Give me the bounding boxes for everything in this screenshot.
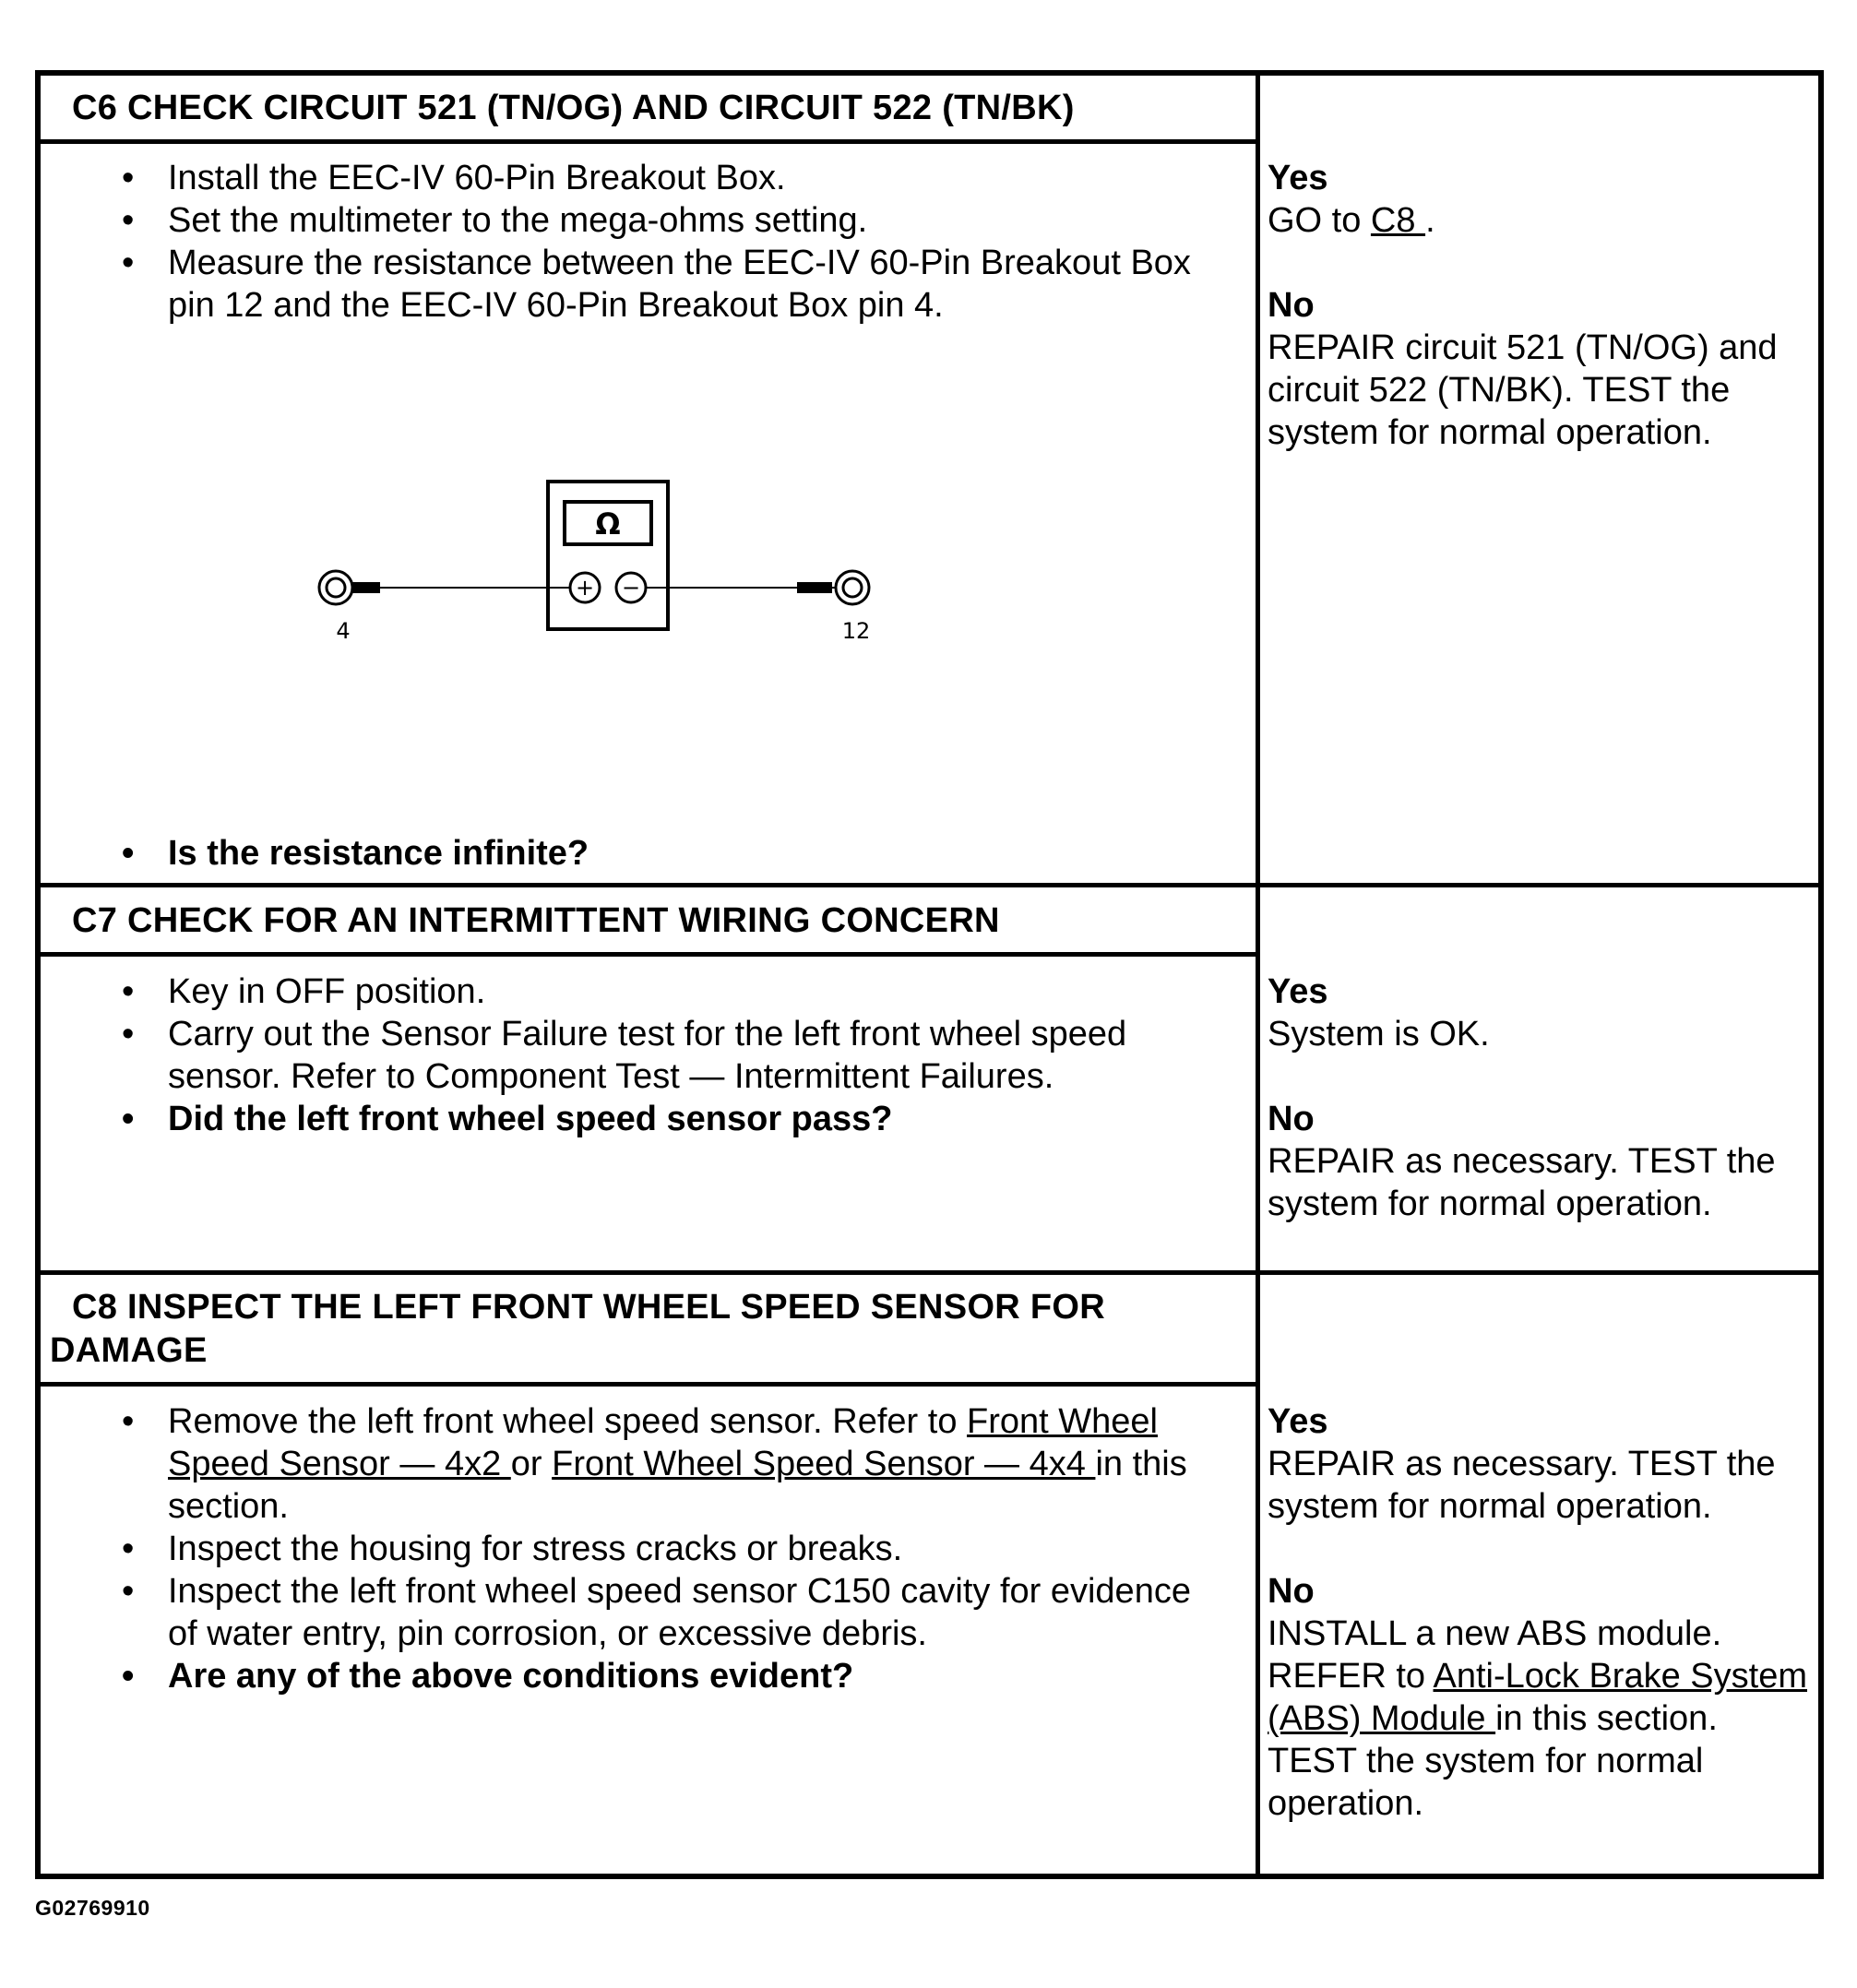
abs-module-link[interactable]: Anti-Lock Brake System (ABS) Module	[1268, 1657, 1807, 1738]
c6-steps	[41, 157, 1256, 327]
ohmmeter-diagram	[317, 454, 908, 712]
c6-no-text: REPAIR circuit 521 (TN/OG) and circuit 522 (TN/BK). TEST the system for normal operation.	[1268, 328, 1778, 452]
c8-step-1-mid: or	[510, 1445, 553, 1483]
c7-answers	[1268, 970, 1812, 1225]
c8-step-1-prefix: Remove the left front wheel speed sensor. Refer to	[168, 1402, 968, 1441]
c6-question-block	[41, 832, 1256, 875]
c8-step-2: • Inspect the housing for stress cracks or breaks.	[41, 1528, 1256, 1570]
front-wheel-sensor-4x2-link[interactable]: Front Wheel Speed Sensor — 4x2	[168, 1402, 1158, 1483]
c8-heading	[41, 1286, 1256, 1373]
c6-yes-text	[1268, 199, 1812, 242]
pin-4-label: 4	[336, 618, 351, 644]
c6-no-label: No	[1268, 286, 1315, 325]
c6-heading-rule	[41, 139, 1256, 144]
c8-heading-line-1: C8 INSPECT THE LEFT FRONT WHEEL SPEED SENSOR FOR	[72, 1288, 1106, 1327]
c7-steps	[41, 970, 1256, 1140]
minus-sign: −	[621, 575, 641, 601]
c6-yes-prefix: GO to	[1268, 201, 1371, 240]
c7-question: • Did the left front wheel speed sensor pass?	[41, 1098, 1256, 1140]
pin-4-jack-inner	[327, 578, 345, 597]
c6-answers	[1268, 157, 1812, 454]
c8-yes-text: REPAIR as necessary. TEST the system for normal operation.	[1268, 1445, 1776, 1526]
c6-step-1: • Install the EEC-IV 60-Pin Breakout Box.	[41, 157, 1256, 199]
c8-question: • Are any of the above conditions evident?	[41, 1655, 1256, 1697]
c8-heading-line-2: DAMAGE	[50, 1331, 208, 1370]
c8-no-text	[1268, 1613, 1812, 1825]
c6-yes-suffix: .	[1425, 201, 1435, 240]
c7-heading-rule	[41, 952, 1256, 957]
diagnostic-table	[35, 70, 1824, 1879]
c8-yes-label: Yes	[1268, 1402, 1328, 1441]
plus-sign: +	[575, 575, 595, 601]
c7-yes-label: Yes	[1268, 972, 1328, 1011]
c8-heading-rule	[41, 1382, 1256, 1387]
ohm-symbol: Ω	[595, 506, 621, 542]
c7-step-1: • Key in OFF position.	[41, 970, 1256, 1013]
c6-c7-rule	[41, 883, 1818, 887]
c6-step-3: • Measure the resistance between the EEC-IV 60-Pin Breakout Box pin 12 and the EEC-IV 60-Pin Breakout Box pin 4.	[41, 242, 1256, 327]
c7-heading: C7 CHECK FOR AN INTERMITTENT WIRING CONCERN	[72, 901, 1000, 940]
c6-heading: C6 CHECK CIRCUIT 521 (TN/OG) AND CIRCUIT 522 (TN/BK)	[72, 89, 1075, 127]
c7-no-text: REPAIR as necessary. TEST the system for normal operation.	[1268, 1142, 1776, 1223]
column-divider	[1256, 76, 1260, 1874]
c8-answers	[1268, 1400, 1812, 1825]
c8-no-suffix: in this section. TEST the system for normal operation.	[1268, 1699, 1718, 1823]
c6-yes-label: Yes	[1268, 159, 1328, 197]
figure-code: G02769910	[35, 1896, 150, 1920]
front-wheel-sensor-4x4-link[interactable]: Front Wheel Speed Sensor — 4x4	[552, 1445, 1096, 1483]
c8-step-3: • Inspect the left front wheel speed sensor C150 cavity for evidence of water entry, pin corrosion, or excessive debris.	[41, 1570, 1256, 1655]
c7-no-label: No	[1268, 1100, 1315, 1138]
c8-no-label: No	[1268, 1572, 1315, 1611]
c8-no-prefix: INSTALL a new ABS module. REFER to	[1268, 1614, 1722, 1696]
c7-step-2: • Carry out the Sensor Failure test for the left front wheel speed sensor. Refer to Component Test — Intermittent Failures.	[41, 1013, 1256, 1098]
c6-question: • Is the resistance infinite?	[41, 832, 1256, 875]
right-probe	[797, 582, 832, 593]
c7-yes-text: System is OK.	[1268, 1015, 1490, 1054]
pin-12-label: 12	[841, 618, 871, 644]
c8-step-1-suffix: in this section.	[168, 1445, 1187, 1526]
c6-yes-link[interactable]: C8	[1370, 201, 1426, 240]
c8-step-1	[41, 1400, 1256, 1528]
c6-step-2: • Set the multimeter to the mega-ohms setting.	[41, 199, 1256, 242]
pin-12-jack-inner	[843, 578, 862, 597]
c7-c8-rule	[41, 1270, 1818, 1275]
c8-steps	[41, 1400, 1256, 1697]
